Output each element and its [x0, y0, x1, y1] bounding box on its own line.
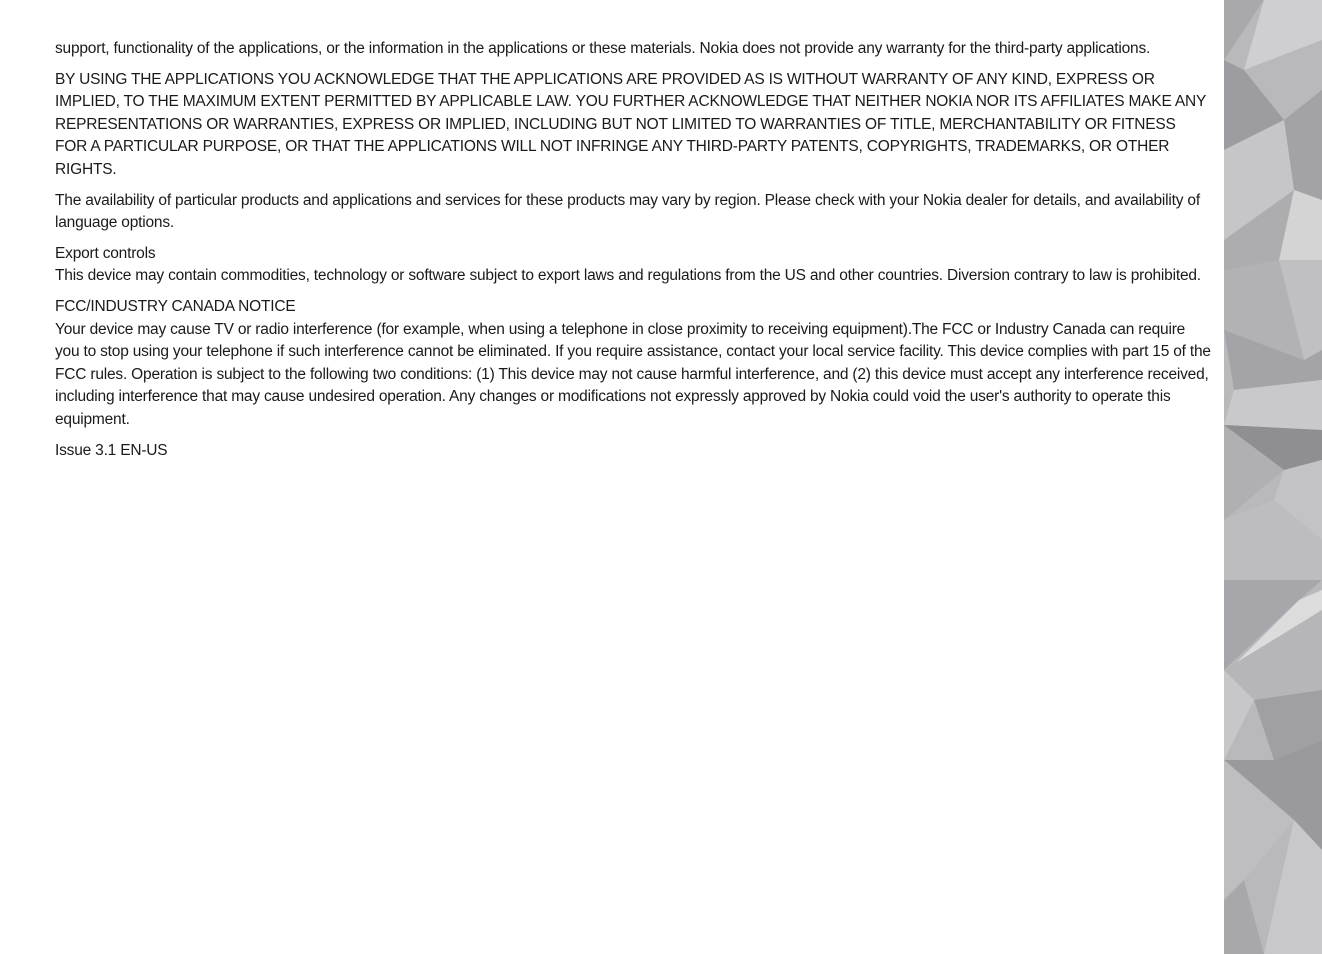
paragraph-disclaimer: BY USING THE APPLICATIONS YOU ACKNOWLEDGE THAT THE APPLICATIONS ARE PROVIDED AS IS WITHOUT WARRANTY OF ANY KIND, EXPRESS OR IMPLIED, TO THE MAXIMUM EXTENT PERMITTED BY APPLICABLE LAW. YOU FURTHER ACKNOWLEDGE THAT NEITHER NOKIA NOR ITS AFFILIATES MAKE ANY REPRESENTATIONS OR WARRANTIES, EXPRESS OR IMPLIED, INCLUDING BUT NOT LIMITED TO WARRANTIES OF TITLE, MERCHANTABILITY OR FITNESS FOR A PARTICULAR PURPOSE, OR THAT THE APPLICATIONS WILL NOT INFRINGE ANY THIRD-PARTY PATENTS, COPYRIGHTS, TRADEMARKS, OR OTHER RIGHTS.	[55, 70, 1206, 178]
export-controls-body: This device may contain commodities, technology or software subject to export laws and regulations from the US and other countries. Diversion contrary to law is prohibited.	[55, 267, 1201, 285]
fcc-notice-body: Your device may cause TV or radio interference (for example, when using a telephone in close proximity to receiving equipment).The FCC or Industry Canada can require you to stop using your telephone if such interference cannot be eliminated. If you require assistance, contact your local service facility. This device complies with part 15 of the FCC rules. Operation is subject to the following two conditions: (1) This device may not cause harmful interference, and (2) this device must accept any interference received, including interference that may cause undesired operation. Any changes or modifications not expressly approved by Nokia could void the user's authority to operate this equipment.	[55, 320, 1211, 428]
export-controls-heading: Export controls	[55, 244, 156, 262]
paragraph-availability: The availability of particular products and applications and services for these products may vary by region. Please check with your Nokia dealer for details, and availability of language options.	[55, 191, 1200, 232]
document-body	[55, 38, 1211, 470]
fcc-notice-heading: FCC/INDUSTRY CANADA NOTICE	[55, 297, 296, 315]
issue-label: Issue 3.1 EN-US	[55, 441, 168, 459]
faceted-pattern	[1224, 0, 1322, 954]
section-export-controls	[55, 243, 1211, 288]
paragraph-third-party-warranty: support, functionality of the applications, or the information in the applications or these materials. Nokia does not provide any warranty for the third-party applications.	[55, 40, 1151, 57]
decorative-side-panel	[1224, 0, 1322, 954]
section-fcc-notice	[55, 296, 1211, 432]
